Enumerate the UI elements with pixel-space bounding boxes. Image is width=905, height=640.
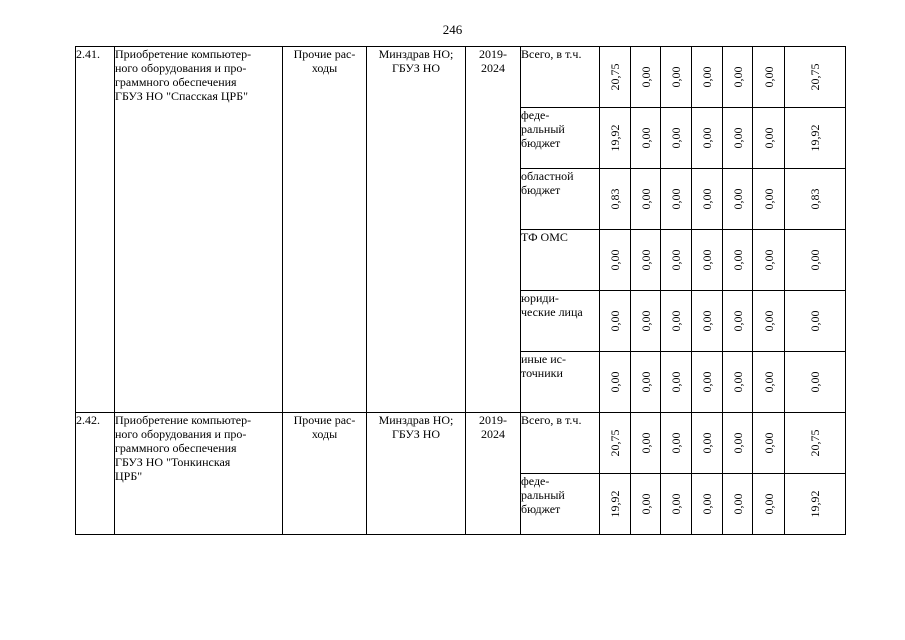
executor-line: Минздрав НО; bbox=[378, 413, 454, 427]
funding-source-line: ральный bbox=[521, 488, 565, 502]
amount-cell bbox=[785, 352, 846, 413]
funding-source bbox=[521, 169, 600, 230]
amount-cell bbox=[785, 230, 846, 291]
expense-type bbox=[283, 47, 367, 413]
amount-cell bbox=[753, 169, 785, 230]
funding-source-line: бюджет bbox=[521, 502, 561, 516]
funding-source bbox=[521, 352, 600, 413]
funding-source-line: бюджет bbox=[521, 136, 561, 150]
amount-cell bbox=[753, 352, 785, 413]
amount-value: 0,00 bbox=[669, 188, 683, 210]
executor-line: ГБУЗ НО bbox=[391, 427, 441, 441]
amount-cell bbox=[723, 47, 753, 108]
amount-value: 0,00 bbox=[761, 249, 776, 271]
amount-value: 20,75 bbox=[608, 429, 622, 457]
amount-value: 0,00 bbox=[638, 371, 653, 393]
funding-source-line: точники bbox=[521, 366, 563, 380]
amount-cell bbox=[600, 474, 631, 535]
item-name-line: Приобретение компьютер- bbox=[115, 413, 252, 427]
amount-value: 0,83 bbox=[808, 188, 822, 210]
amount-cell bbox=[631, 108, 661, 169]
amount-cell bbox=[785, 413, 846, 474]
amount-cell bbox=[692, 291, 723, 352]
amount-value: 0,00 bbox=[638, 188, 653, 210]
amount-cell bbox=[753, 291, 785, 352]
amount-value: 0,00 bbox=[608, 371, 622, 393]
item-name bbox=[115, 47, 283, 413]
amount-value: 0,00 bbox=[700, 432, 714, 454]
funding-source bbox=[521, 474, 600, 535]
amount-value: 0,00 bbox=[730, 127, 745, 149]
amount-value: 0,00 bbox=[669, 310, 683, 332]
amount-cell bbox=[600, 47, 631, 108]
amount-value: 20,75 bbox=[608, 63, 622, 91]
amount-cell bbox=[723, 291, 753, 352]
amount-cell bbox=[723, 352, 753, 413]
amount-cell bbox=[753, 413, 785, 474]
amount-value: 0,00 bbox=[638, 127, 653, 149]
amount-value: 0,00 bbox=[761, 432, 776, 454]
amount-value: 19,92 bbox=[808, 124, 822, 152]
amount-value: 0,00 bbox=[700, 371, 714, 393]
amount-cell bbox=[631, 474, 661, 535]
amount-value: 0,00 bbox=[700, 493, 714, 515]
amount-value: 0,00 bbox=[730, 310, 745, 332]
amount-value: 0,00 bbox=[761, 188, 776, 210]
period-line: 2019- bbox=[479, 47, 507, 61]
amount-value: 0,00 bbox=[808, 310, 822, 332]
item-name-line: ГБУЗ НО "Тонкинская bbox=[115, 455, 231, 469]
amount-value: 0,00 bbox=[700, 66, 714, 88]
period-line: 2024 bbox=[481, 427, 505, 441]
funding-source-line: ТФ ОМС bbox=[521, 230, 568, 244]
amount-value: 0,00 bbox=[638, 66, 653, 88]
amount-value: 0,00 bbox=[638, 432, 653, 454]
amount-value: 19,92 bbox=[608, 490, 622, 518]
amount-value: 19,92 bbox=[608, 124, 622, 152]
amount-cell bbox=[785, 108, 846, 169]
amount-cell bbox=[785, 169, 846, 230]
amount-value: 0,00 bbox=[730, 249, 745, 271]
amount-cell bbox=[753, 108, 785, 169]
amount-cell bbox=[661, 291, 692, 352]
item-number: 2.42. bbox=[76, 413, 115, 535]
amount-cell bbox=[661, 474, 692, 535]
amount-cell bbox=[692, 230, 723, 291]
amount-cell bbox=[692, 47, 723, 108]
amount-cell bbox=[785, 474, 846, 535]
item-name-line: ного оборудования и про- bbox=[115, 427, 247, 441]
amount-value: 0,00 bbox=[669, 249, 683, 271]
amount-cell bbox=[785, 47, 846, 108]
amount-value: 0,00 bbox=[669, 371, 683, 393]
funding-source bbox=[521, 291, 600, 352]
amount-value: 0,00 bbox=[730, 188, 745, 210]
amount-value: 0,00 bbox=[808, 249, 822, 271]
amount-value: 0,83 bbox=[608, 188, 622, 210]
amount-cell bbox=[692, 169, 723, 230]
amount-value: 0,00 bbox=[669, 127, 683, 149]
amount-cell bbox=[631, 413, 661, 474]
expense-type-line: ходы bbox=[311, 427, 338, 441]
amount-cell bbox=[723, 474, 753, 535]
amount-value: 0,00 bbox=[808, 371, 822, 393]
amount-value: 0,00 bbox=[700, 249, 714, 271]
item-name-line: ЦРБ" bbox=[115, 469, 143, 483]
amount-value: 0,00 bbox=[730, 432, 745, 454]
amount-cell bbox=[661, 352, 692, 413]
funding-source-line: Всего, в т.ч. bbox=[521, 47, 582, 61]
funding-source-line: иные ис- bbox=[521, 352, 566, 366]
amount-cell bbox=[692, 413, 723, 474]
amount-value: 0,00 bbox=[669, 66, 683, 88]
funding-source-line: юриди- bbox=[521, 291, 559, 305]
amount-value: 0,00 bbox=[730, 66, 745, 88]
amount-cell bbox=[661, 47, 692, 108]
amount-cell bbox=[723, 230, 753, 291]
amount-cell bbox=[631, 352, 661, 413]
item-name-line: ного оборудования и про- bbox=[115, 61, 247, 75]
amount-cell bbox=[661, 230, 692, 291]
amount-value: 0,00 bbox=[638, 493, 653, 515]
funding-source bbox=[521, 108, 600, 169]
amount-value: 20,75 bbox=[808, 429, 822, 457]
item-name bbox=[115, 413, 283, 535]
amount-value: 0,00 bbox=[730, 371, 745, 393]
item-number: 2.41. bbox=[76, 47, 115, 413]
item-name-line: Приобретение компьютер- bbox=[115, 47, 252, 61]
executor bbox=[367, 47, 466, 413]
funding-source-line: феде- bbox=[521, 474, 550, 488]
amount-value: 0,00 bbox=[700, 127, 714, 149]
period bbox=[466, 413, 521, 535]
amount-cell bbox=[631, 291, 661, 352]
item-name-line: ГБУЗ НО "Спасская ЦРБ" bbox=[115, 89, 249, 103]
page-number: 246 bbox=[442, 22, 463, 37]
period-line: 2024 bbox=[481, 61, 505, 75]
amount-cell bbox=[600, 169, 631, 230]
amount-value: 0,00 bbox=[669, 432, 683, 454]
funding-source-line: ческие лица bbox=[521, 305, 583, 319]
item-name-line: граммного обеспечения bbox=[115, 75, 237, 89]
amount-cell bbox=[631, 230, 661, 291]
amount-value: 20,75 bbox=[808, 63, 822, 91]
funding-source-line: бюджет bbox=[521, 183, 561, 197]
amount-value: 0,00 bbox=[761, 66, 776, 88]
amount-value: 19,92 bbox=[808, 490, 822, 518]
amount-cell bbox=[600, 230, 631, 291]
funding-source-line: феде- bbox=[521, 108, 550, 122]
executor-line: Минздрав НО; bbox=[378, 47, 454, 61]
amount-value: 0,00 bbox=[608, 310, 622, 332]
expense-type-line: ходы bbox=[311, 61, 338, 75]
expense-type bbox=[283, 413, 367, 535]
amount-value: 0,00 bbox=[761, 127, 776, 149]
amount-cell bbox=[753, 47, 785, 108]
funding-source bbox=[521, 230, 600, 291]
amount-cell bbox=[600, 352, 631, 413]
amount-cell bbox=[692, 352, 723, 413]
funding-source bbox=[521, 47, 600, 108]
amount-cell bbox=[631, 47, 661, 108]
amount-cell bbox=[600, 291, 631, 352]
amount-value: 0,00 bbox=[761, 493, 776, 515]
amount-cell bbox=[600, 413, 631, 474]
amount-cell bbox=[661, 413, 692, 474]
amount-cell bbox=[753, 230, 785, 291]
amount-cell bbox=[723, 169, 753, 230]
funding-source bbox=[521, 413, 600, 474]
amount-value: 0,00 bbox=[700, 188, 714, 210]
executor bbox=[367, 413, 466, 535]
table-row bbox=[76, 413, 846, 474]
funding-source-line: Всего, в т.ч. bbox=[521, 413, 582, 427]
amount-cell bbox=[661, 169, 692, 230]
amount-cell bbox=[753, 474, 785, 535]
amount-value: 0,00 bbox=[761, 371, 776, 393]
period bbox=[466, 47, 521, 413]
expense-type-line: Прочие рас- bbox=[293, 413, 356, 427]
table-row bbox=[76, 47, 846, 108]
amount-cell bbox=[600, 108, 631, 169]
amount-cell bbox=[661, 108, 692, 169]
funding-source-line: ральный bbox=[521, 122, 565, 136]
amount-cell bbox=[692, 108, 723, 169]
period-line: 2019- bbox=[479, 413, 507, 427]
amount-cell bbox=[785, 291, 846, 352]
executor-line: ГБУЗ НО bbox=[391, 61, 441, 75]
expense-type-line: Прочие рас- bbox=[293, 47, 356, 61]
funding-source-line: областной bbox=[521, 169, 574, 183]
amount-value: 0,00 bbox=[669, 493, 683, 515]
amount-value: 0,00 bbox=[608, 249, 622, 271]
amount-value: 0,00 bbox=[638, 249, 653, 271]
amount-cell bbox=[631, 169, 661, 230]
amount-cell bbox=[692, 474, 723, 535]
budget-table bbox=[75, 46, 846, 535]
amount-value: 0,00 bbox=[761, 310, 776, 332]
amount-cell bbox=[723, 413, 753, 474]
amount-value: 0,00 bbox=[730, 493, 745, 515]
amount-value: 0,00 bbox=[700, 310, 714, 332]
amount-cell bbox=[723, 108, 753, 169]
item-name-line: граммного обеспечения bbox=[115, 441, 237, 455]
amount-value: 0,00 bbox=[638, 310, 653, 332]
